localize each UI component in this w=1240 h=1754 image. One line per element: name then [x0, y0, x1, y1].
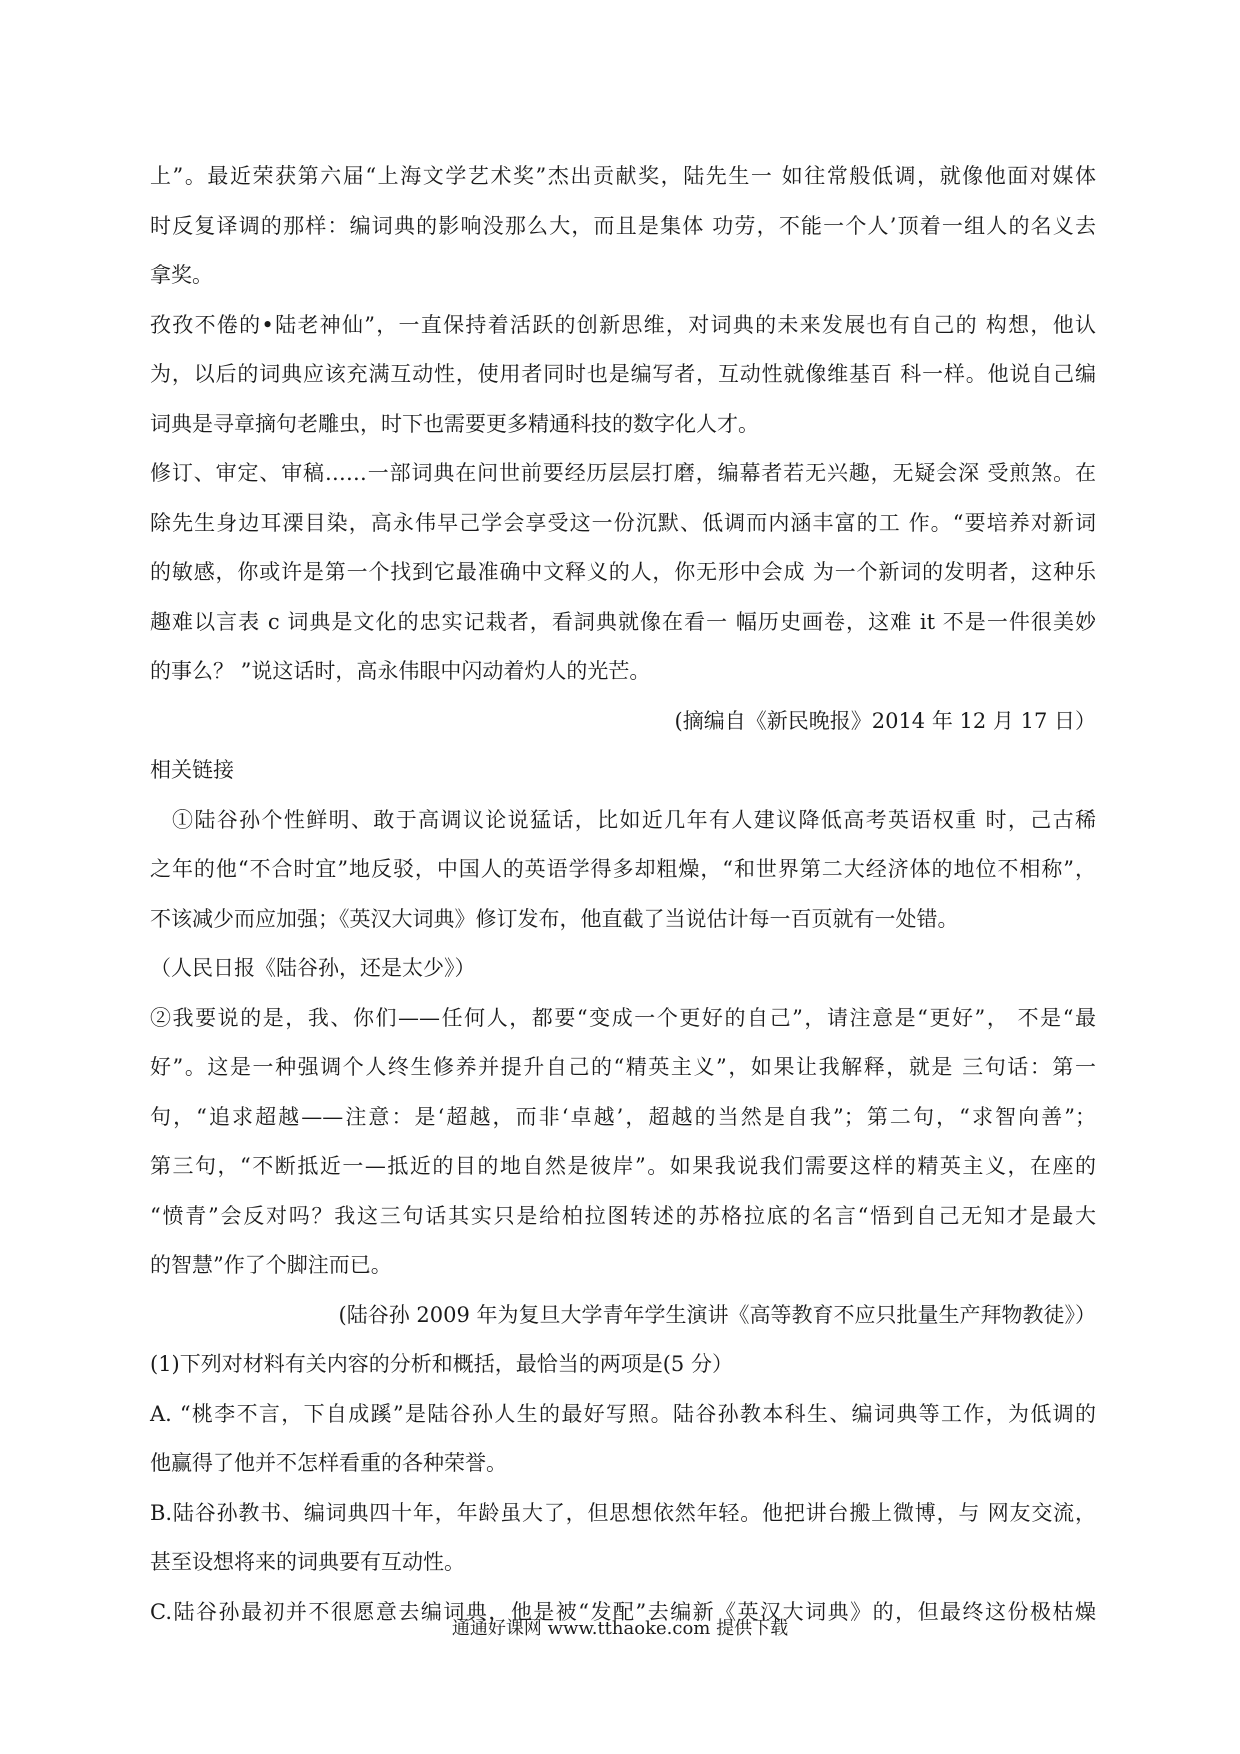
text-line: 的事么？ ”说这话时，高永伟眼中闪动着灼人的光芒。 [150, 659, 651, 683]
text-line: 的智慧”作了个脚注而已。 [150, 1253, 392, 1277]
text-line: 拿奖。 [150, 263, 213, 287]
text-line: ②我要说的是，我、你们——任何人，都要“变成一个更好的自己”，请注意是“更好”， 不是“最 [150, 1005, 1096, 1030]
text-line: （人民日报《陆谷孙，还是太少》） [150, 956, 476, 980]
document-body [150, 152, 1096, 1637]
text-line: (陆谷孙 2009 年为复旦大学青年学生演讲《高等教育不应只批量生产拜物教徒》） [338, 1302, 1096, 1327]
text-line: 不该减少而应加强；《英汉大词典》修订发布，他直截了当说估计每一百页就有一处错。 [150, 906, 959, 931]
text-line: C.陆谷孙最初并不很愿意去编词典，他是被“发配”去编新《英汉大词典》的，但最终这份极枯燥 [150, 1599, 1096, 1624]
text-line: 时反复译调的那样：编词典的影响没那么大，而且是集体 功劳，不能一个人’顶着一组人的名义去 [150, 213, 1096, 238]
text-line: (摘编自《新民晚报》2014 年 12 月 17 日） [674, 708, 1096, 733]
text-line: 上”。最近荣获第六届“上海文学艺术奖”杰出贡献奖，陆先生一 如往常般低调，就像他面对媒体 [150, 164, 1096, 188]
text-line: (1)下列对材料有关内容的分析和概括，最恰当的两项是(5 分） [150, 1352, 733, 1376]
text-line: “愤青”会反对吗？我这三句话其实只是给柏拉图转述的苏格拉底的名言“悟到自己无知才是最大 [150, 1203, 1096, 1228]
text-line: 他赢得了他并不怎样看重的各种荣誉。 [150, 1451, 507, 1475]
text-line: 除先生身边耳溧目染，高永伟早己学会享受这一份沉默、低调而内涵丰富的工 作。“要培养对新词 [150, 510, 1096, 535]
text-line: 趣难以言表 c 词典是文化的忠实记栽者，看詞典就像在看一 幅历史画卷，这难 it 不是一件很美妙 [150, 609, 1096, 634]
text-line: 第三句，“不断抵近一—抵近的目的地自然是彼岸”。如果我说我们需要这样的精英主义，在座的 [150, 1154, 1096, 1178]
text-line: 甚至设想将来的词典要有互动性。 [150, 1550, 465, 1574]
text-line: 孜孜不倦的•陆老神仙”，一直保持着活跃的创新思维，对词典的未来发展也有自己的 构想，他认 [150, 312, 1096, 337]
text-line: 词典是寻章摘句老雕虫，时下也需要更多精通科技的数字化人才。 [150, 411, 759, 436]
text-line: 为，以后的词典应该充满互动性，使用者同时也是编写者，互动性就像维基百 科一样。他说自己编 [150, 362, 1096, 386]
text-line: A. “桃李不言，下自成蹊”是陆谷孙人生的最好写照。陆谷孙教本科生、编词典等工作，为低调的 [150, 1401, 1096, 1426]
text-line: 之年的他“不合时宜”地反驳，中国人的英语学得多却粗燥，“和世界第二大经济体的地位不相称”， [150, 857, 1096, 881]
page-footer: 通通好课网 www.tthaoke.com 提供下载 [451, 1618, 789, 1639]
text-line: 句，“追求超越——注意：是‘超越，而非‘卓越’，超越的当然是自我”；第二句，“求智向善”； [150, 1104, 1096, 1129]
text-line: 的敏感，你或许是第一个找到它最准确中文释义的人，你无形中会成 为一个新词的发明者，这种乐 [150, 560, 1096, 584]
text-line: 修订、审定、审稿……一部词典在问世前要经历层层打磨，编幕者若无兴趣，无疑会深 受煎煞。在 [150, 461, 1096, 485]
text-line: 好”。这是一种强调个人终生修养并提升自己的“精英主义”，如果让我解释，就是 三句话：第一 [150, 1055, 1096, 1079]
text-line: ①陆谷孙个性鲜明、敢于高调议论说猛话，比如近几年有人建议降低高考英语权重 时，己古稀 [172, 807, 1096, 832]
text-line: B.陆谷孙教书、编词典四十年，年龄虽大了，但思想依然年轻。他把讲台搬上微博，与 网友交流， [150, 1500, 1096, 1525]
text-line: 相关链接 [150, 758, 234, 782]
